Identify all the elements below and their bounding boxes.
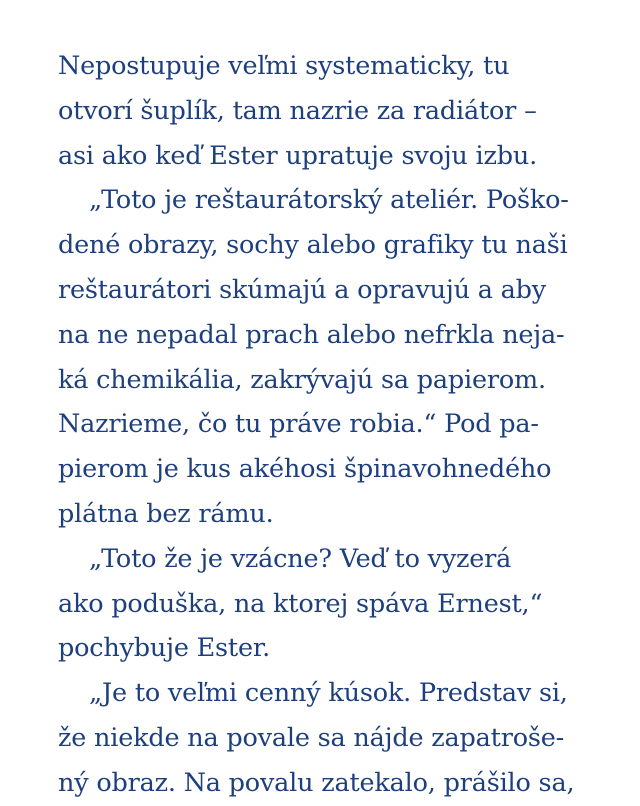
text-line: pochybuje Ester. xyxy=(58,633,270,664)
text-line: na ne nepadal prach alebo nefrkla neja- xyxy=(58,319,565,350)
text-line: Nepostupuje veľmi systematicky, tu xyxy=(58,51,510,81)
text-line: že niekde na povale sa nájde zapatroše- xyxy=(58,722,565,753)
text-line: ný obraz. Na povalu zatekalo, prášilo sa, xyxy=(58,767,575,798)
text-line-indented: „Toto je reštaurátorský ateliér. Poško- xyxy=(89,185,569,216)
text-line: plátna bez rámu. xyxy=(58,498,274,529)
text-line: ako poduška, na ktorej spáva Ernest,“ xyxy=(58,588,543,619)
text-line: ká chemikália, zakrývajú sa papierom. xyxy=(58,364,546,395)
text-line: dené obrazy, sochy alebo grafiky tu naši xyxy=(58,230,568,261)
text-line: pierom je kus akéhosi špinavohnedého xyxy=(58,454,552,485)
text-line-indented: „Toto že je vzácne? Veď to vyzerá xyxy=(89,543,512,574)
text-line: Nazrieme, čo tu práve robia.“ Pod pa- xyxy=(58,409,539,440)
text-line: reštaurátori skúmajú a opravujú a aby xyxy=(58,274,546,305)
book-page-text xyxy=(58,44,598,806)
text-line-indented: „Je to veľmi cenný kúsok. Predstav si, xyxy=(89,678,568,709)
text-line: asi ako keď Ester upratuje svoju izbu. xyxy=(58,140,538,171)
text-line: otvorí šuplík, tam nazrie za radiátor – xyxy=(58,95,537,126)
